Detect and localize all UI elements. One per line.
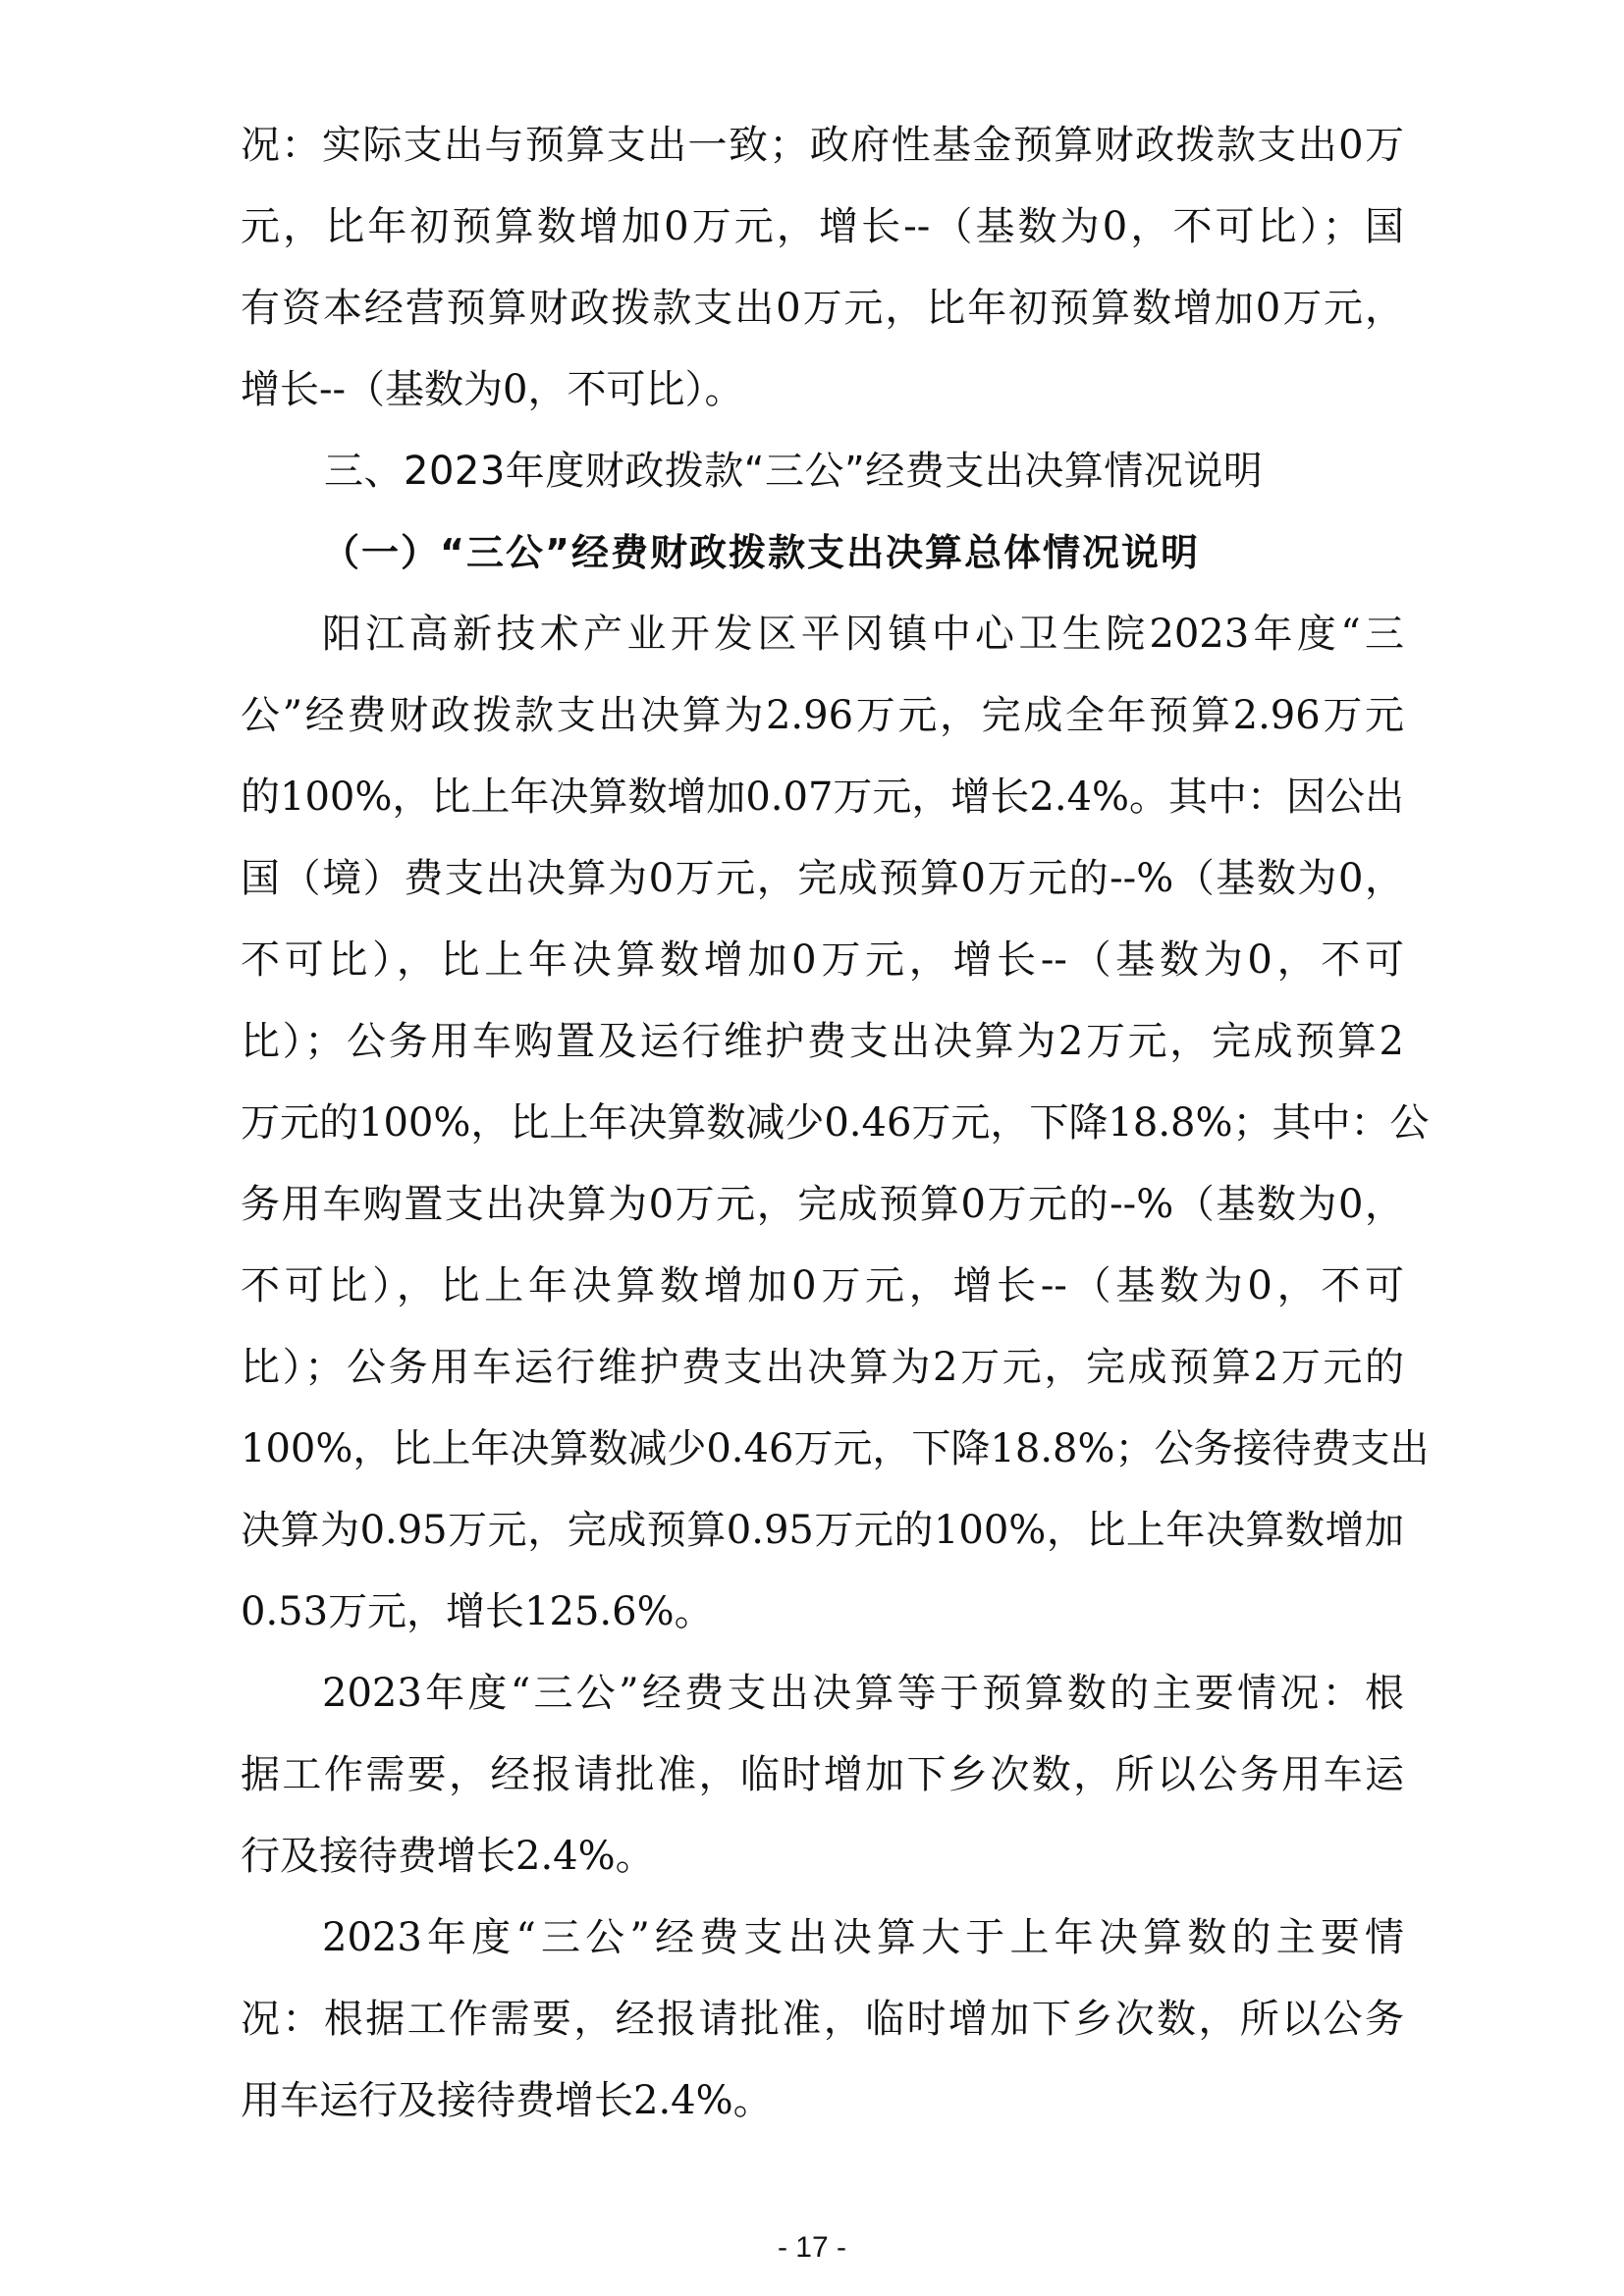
paragraph-line: 据工作需要，经报请批准，临时增加下乡次数，所以公务用车运: [241, 1752, 1404, 1797]
paragraph-line: 况：实际支出与预算支出一致；政府性基金预算财政拨款支出0万: [241, 123, 1404, 168]
paragraph-line: 比）；公务用车运行维护费支出决算为2万元，完成预算2万元的: [241, 1345, 1404, 1390]
subsection-heading: （一）“三公”经费财政拨款支出决算总体情况说明: [322, 531, 1200, 574]
paragraph-line: 0.53万元，增长125.6%。: [241, 1589, 714, 1634]
paragraph-line: 行及接待费增长2.4%。: [241, 1834, 655, 1879]
paragraph-line: 不可比），比上年决算数增加0万元，增长--（基数为0，不可: [241, 1263, 1404, 1308]
paragraph-line: 务用车购置支出决算为0万元，完成预算0万元的--%（基数为0，: [241, 1182, 1404, 1227]
paragraph-line: 100%，比上年决算数减少0.46万元，下降18.8%；公务接待费支出: [241, 1426, 1430, 1471]
paragraph-line: 不可比），比上年决算数增加0万元，增长--（基数为0，不可: [241, 937, 1404, 983]
section-heading: 三、2023年度财政拨款“三公”经费支出决算情况说明: [324, 449, 1264, 494]
paragraph-line: 用车运行及接待费增长2.4%。: [241, 2078, 773, 2123]
paragraph-line: 有资本经营预算财政拨款支出0万元，比年初预算数增加0万元，: [241, 286, 1404, 331]
paragraph-line: 元，比年初预算数增加0万元，增长--（基数为0，不可比）；国: [241, 204, 1404, 249]
page-number: - 17 -: [777, 2231, 847, 2264]
paragraph-line: 比）；公务用车购置及运行维护费支出决算为2万元，完成预算2: [241, 1019, 1404, 1064]
paragraph-line: 阳江高新技术产业开发区平冈镇中心卫生院2023年度“三: [322, 612, 1404, 657]
paragraph-line: 2023年度“三公”经费支出决算等于预算数的主要情况：根: [322, 1671, 1404, 1716]
paragraph-line: 国（境）费支出决算为0万元，完成预算0万元的--%（基数为0，: [241, 856, 1404, 901]
paragraph-line: 万元的100%，比上年决算数减少0.46万元，下降18.8%；其中：公: [241, 1100, 1430, 1146]
paragraph-line: 公”经费财政拨款支出决算为2.96万元，完成全年预算2.96万元: [241, 693, 1404, 738]
paragraph-line: 增长--（基数为0，不可比）。: [241, 367, 744, 412]
paragraph-line: 决算为0.95万元，完成预算0.95万元的100%，比上年决算数增加: [241, 1508, 1404, 1553]
paragraph-line: 况：根据工作需要，经报请批准，临时增加下乡次数，所以公务: [241, 1997, 1404, 2042]
paragraph-line: 的100%，比上年决算数增加0.07万元，增长2.4%。其中：因公出: [241, 774, 1405, 820]
paragraph-line: 2023年度“三公”经费支出决算大于上年决算数的主要情: [322, 1915, 1404, 1960]
